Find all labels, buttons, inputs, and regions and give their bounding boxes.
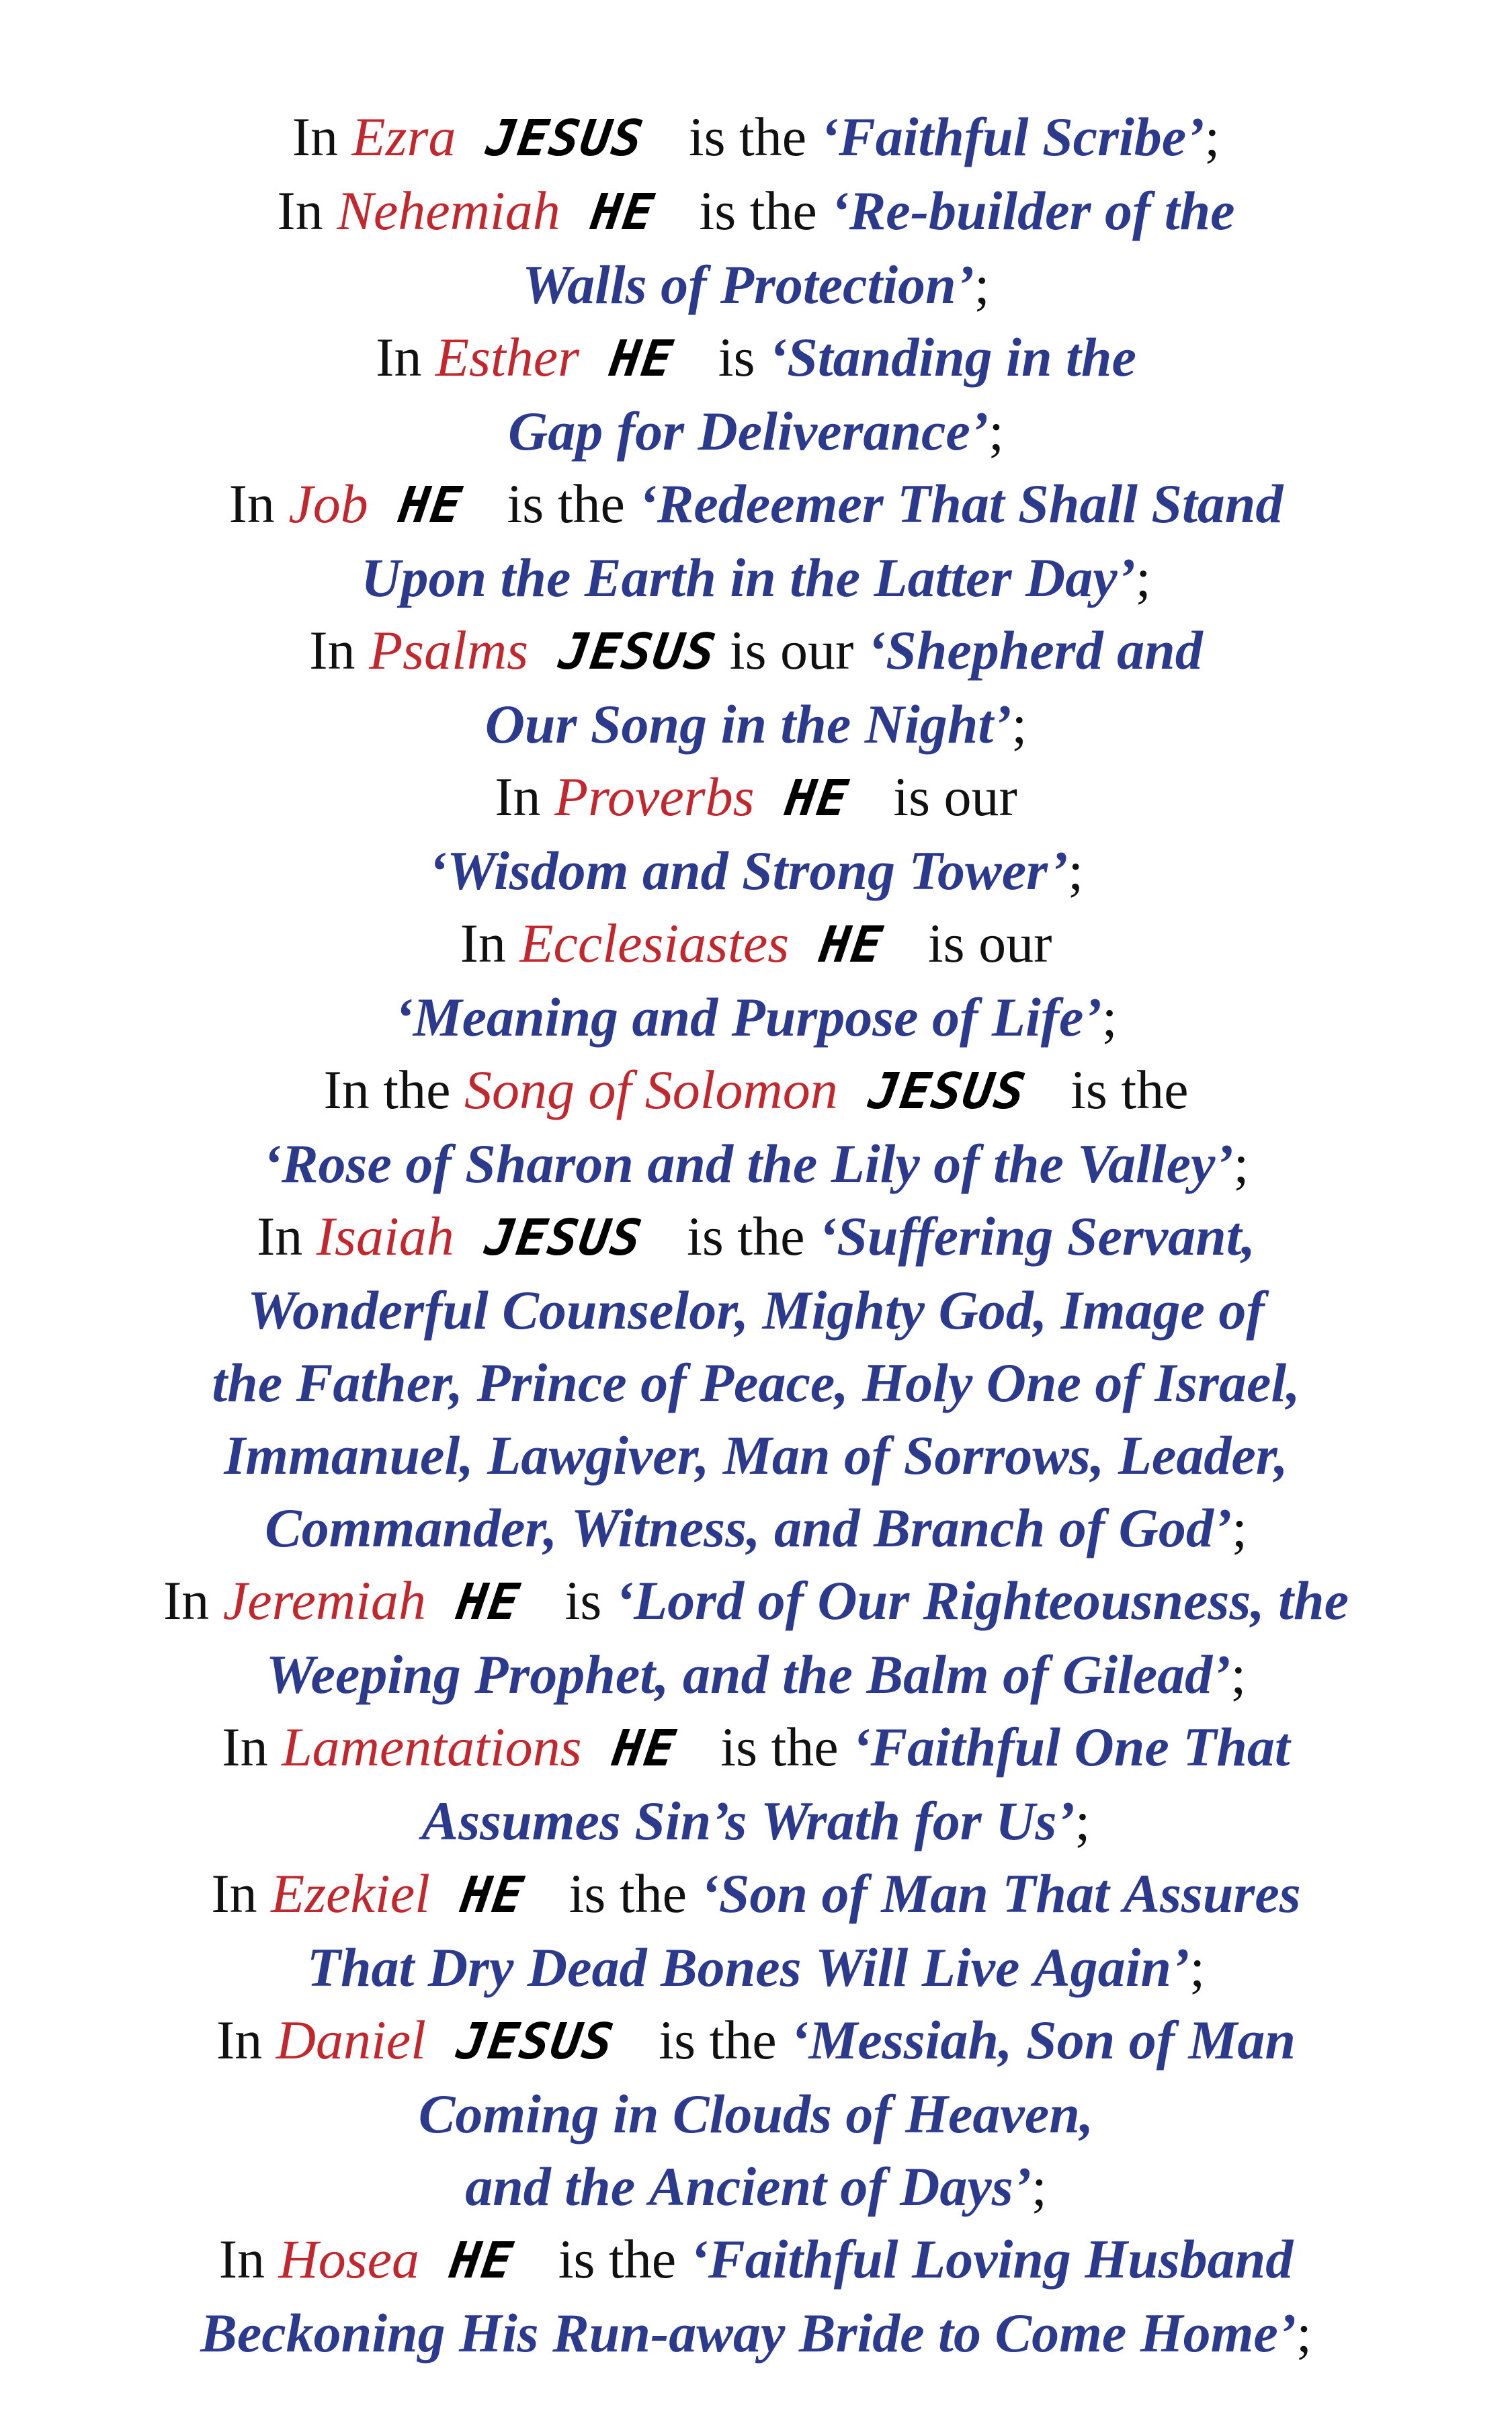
plain-text: In [163, 1570, 223, 1631]
punctuation: ; [1296, 2302, 1312, 2364]
divine-name: JESUS [452, 110, 679, 167]
poem-line [0, 1638, 1512, 1711]
christ-title: ‘Rose of Sharon and the Lily of the Valley’ [263, 1133, 1234, 1194]
christ-title: ‘Suffering Servant, [818, 1206, 1256, 1267]
poem-line [0, 1858, 1512, 1931]
plain-text: is our [716, 620, 868, 681]
plain-text: In [228, 473, 289, 534]
christ-title: ‘Messiah, Son of Man [790, 2009, 1296, 2071]
christ-title: Our Song in the Night’ [485, 694, 1012, 755]
plain-text: is our [914, 913, 1052, 974]
divine-name: HE [364, 476, 498, 534]
christ-title: ‘Standing in the [768, 327, 1136, 388]
book-name: Daniel [276, 2009, 426, 2071]
book-name: Psalms [369, 620, 528, 681]
poem-line [0, 468, 1512, 542]
punctuation: ; [974, 254, 990, 315]
plain-text: In [222, 1716, 282, 1778]
poem-line [0, 1200, 1512, 1274]
divine-name: HE [415, 2232, 549, 2290]
divine-name: HE [577, 1720, 711, 1778]
plain-text: is the [1056, 1059, 1189, 1120]
plain-text: In [495, 766, 554, 827]
plain-text: In [256, 1206, 317, 1267]
poem-line [0, 249, 1512, 321]
christ-title: Assumes Sin’s Wrath for Us’ [421, 1790, 1075, 1851]
plain-text: In [309, 620, 370, 681]
plain-text: In [292, 106, 352, 167]
divine-name: HE [421, 1573, 556, 1631]
christ-title: Walls of Protection’ [522, 254, 974, 315]
christ-title: Coming in Clouds of Heaven, [418, 2083, 1094, 2144]
poem-line [0, 101, 1512, 175]
punctuation: ; [1011, 694, 1027, 755]
poem-line [0, 1785, 1512, 1858]
divine-name: HE [785, 916, 919, 974]
christ-title: Weeping Prophet, and the Balm of Gilead’ [265, 1644, 1231, 1705]
punctuation: ; [989, 401, 1004, 462]
plain-text: is [704, 327, 769, 388]
divine-name: JESUS [523, 623, 720, 681]
poem-line [0, 1931, 1512, 2004]
divine-name: HE [575, 330, 709, 388]
plain-text: is the [673, 1206, 818, 1267]
book-name: Proverbs [554, 766, 755, 827]
plain-text: In [277, 180, 337, 241]
book-name: Job [288, 473, 368, 534]
book-name: Ezra [351, 106, 456, 167]
poem-line [0, 835, 1512, 907]
punctuation: ; [1075, 1790, 1091, 1851]
punctuation: ; [1189, 1937, 1206, 1998]
poem-line [0, 907, 1512, 981]
poem-line [0, 981, 1512, 1054]
divine-name: JESUS [421, 2013, 649, 2071]
christ-title: Wonderful Counselor, Mighty God, Image of [247, 1280, 1265, 1341]
plain-text: is the [644, 2009, 791, 2071]
plain-text: In [376, 327, 435, 388]
poem-line [0, 1419, 1512, 1492]
plain-text: is the [544, 2228, 690, 2290]
scripture-poem [0, 101, 1512, 2370]
poem-line [0, 2151, 1512, 2223]
poem-line [0, 1128, 1512, 1200]
poem-line [0, 2223, 1512, 2297]
poem-line [0, 614, 1512, 688]
christ-title: ‘Son of Man That Assures [700, 1863, 1301, 1924]
book-name: Hosea [278, 2228, 420, 2290]
plain-text: In [218, 2228, 279, 2290]
poem-line [0, 1347, 1512, 1419]
plain-text: is the [493, 473, 639, 534]
poem-line [0, 1492, 1512, 1564]
poem-line [0, 321, 1512, 395]
poem-line [0, 395, 1512, 468]
christ-title: Beckoning His Run-away Bride to Come Home’ [200, 2302, 1297, 2364]
poem-line [0, 175, 1512, 249]
christ-title: Gap for Deliverance’ [508, 401, 989, 462]
divine-name: JESUS [450, 1209, 677, 1267]
poem-line [0, 1711, 1512, 1785]
book-name: Lamentations [282, 1716, 582, 1778]
divine-name: HE [750, 769, 884, 827]
christ-title: ‘Meaning and Purpose of Life’ [394, 987, 1102, 1048]
book-name: Ezekiel [271, 1863, 430, 1924]
christ-title: and the Ancient of Days’ [465, 2156, 1032, 2217]
plain-text: is the [555, 1863, 701, 1924]
punctuation: ; [1230, 1644, 1247, 1705]
christ-title: ‘Re-builder of the [831, 180, 1235, 241]
punctuation: ; [1068, 840, 1084, 901]
christ-title: Upon the Earth in the Latter Day’ [361, 547, 1136, 608]
christ-title: That Dry Dead Bones Will Live Again’ [306, 1937, 1190, 1998]
poem-line [0, 2297, 1512, 2370]
punctuation: ; [1232, 1497, 1247, 1558]
punctuation: ; [1135, 547, 1151, 608]
christ-title: the Father, Prince of Peace, Holy One of Israel, [212, 1352, 1300, 1413]
plain-text: is the [706, 1716, 853, 1778]
poem-line [0, 2004, 1512, 2078]
poem-line [0, 1564, 1512, 1638]
divine-name: JESUS [833, 1062, 1061, 1120]
book-name: Nehemiah [337, 180, 560, 241]
christ-title: ‘Faithful Scribe’ [820, 106, 1205, 167]
book-name: Song of Solomon [464, 1059, 838, 1120]
punctuation: ; [1032, 2156, 1047, 2217]
christ-title: ‘Redeemer That Shall Stand [638, 473, 1284, 534]
plain-text: is the [675, 106, 821, 167]
punctuation: ; [1204, 106, 1220, 167]
plain-text: is [551, 1570, 616, 1631]
christ-title: Commander, Witness, and Branch of God’ [265, 1497, 1232, 1558]
christ-title: ‘Wisdom and Strong Tower’ [428, 840, 1068, 901]
christ-title: ‘Faithful One That [852, 1716, 1290, 1778]
plain-text: is our [879, 766, 1017, 827]
poem-line [0, 688, 1512, 761]
christ-title: Immanuel, Lawgiver, Man of Sorrows, Leader, [224, 1425, 1288, 1486]
poem-line [0, 1054, 1512, 1128]
plain-text: In [460, 913, 520, 974]
plain-text: In the [323, 1059, 464, 1120]
punctuation: ; [1233, 1133, 1249, 1194]
plain-text: In [216, 2009, 276, 2071]
poem-line [0, 761, 1512, 835]
poem-line [0, 542, 1512, 614]
punctuation: ; [1101, 987, 1118, 1048]
plain-text: In [211, 1863, 271, 1924]
book-name: Jeremiah [222, 1570, 426, 1631]
divine-name: HE [425, 1866, 560, 1924]
poem-line [0, 2078, 1512, 2151]
book-name: Isaiah [316, 1206, 454, 1267]
divine-name: HE [556, 183, 689, 241]
plain-text: is the [685, 180, 831, 241]
book-name: Esther [435, 327, 580, 388]
christ-title: ‘Shepherd and [867, 620, 1203, 681]
christ-title: ‘Faithful Loving Husband [689, 2228, 1294, 2290]
book-name: Ecclesiastes [519, 913, 790, 974]
poem-line [0, 1274, 1512, 1347]
christ-title: ‘Lord of Our Righteousness, the [615, 1570, 1349, 1631]
